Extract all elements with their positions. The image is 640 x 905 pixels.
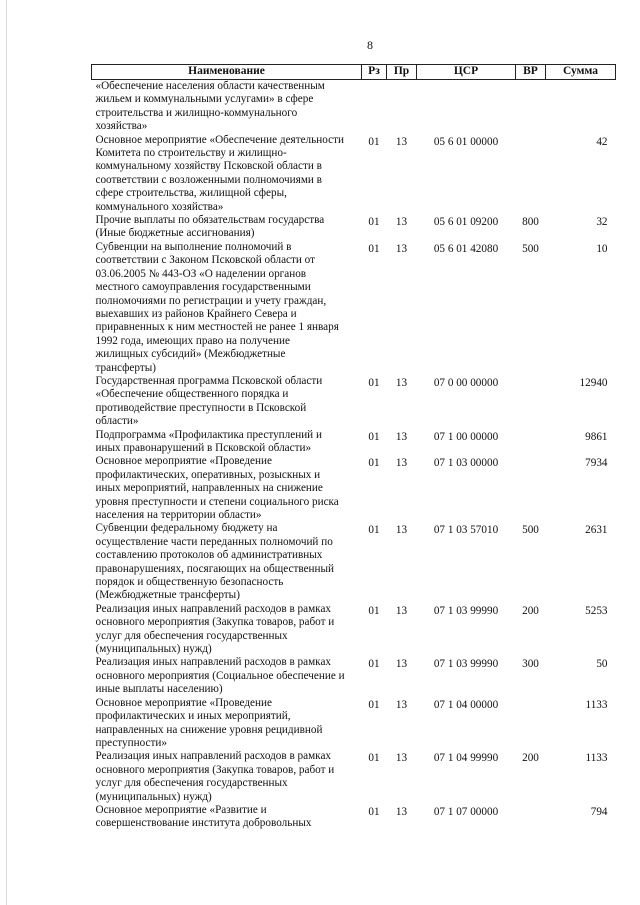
row-sum: 12940 — [579, 376, 608, 389]
row-rz: 01 — [368, 376, 380, 389]
row-csr: 07 1 07 00000 — [433, 805, 499, 818]
row-vr: 300 — [522, 658, 539, 671]
row-name — [92, 697, 362, 751]
row-rz: 01 — [368, 457, 380, 470]
row-name — [92, 375, 362, 429]
row-csr: 07 1 04 99990 — [433, 752, 499, 765]
row-rz: 01 — [368, 524, 380, 537]
row-sum: 2631 — [585, 524, 608, 537]
budget-table — [91, 64, 616, 831]
row-csr: 07 1 03 00000 — [433, 457, 499, 470]
row-pr — [387, 80, 417, 134]
row-csr: 07 1 00 00000 — [433, 430, 499, 443]
row-vr — [516, 375, 546, 429]
row-name-text: Основное мероприятие «Проведение профилактических, оперативных, розыскных и иных мероприятий, направленных на снижение уровня преступности и степени социального риска населения на территории области» — [95, 455, 339, 521]
table-row — [92, 134, 616, 214]
row-rz: 01 — [368, 658, 380, 671]
row-name — [92, 750, 362, 804]
row-name-text: Подпрограмма «Профилактика преступлений и иных правонарушений в Псковской области» — [95, 428, 322, 454]
table-row — [92, 750, 616, 804]
table-row — [92, 80, 616, 134]
row-name-text: Субвенции федеральному бюджету на осуществление части переданных полномочий по составлению протоколов об административных правонарушениях, посягающих на общественный порядок и общественную безопасность (Межбюджетные трансферты) — [95, 522, 335, 602]
row-rz: 01 — [368, 135, 380, 148]
row-name-text: Субвенции на выполнение полномочий в соответствии с Законом Псковской области от 03.06.2005 № 443-ОЗ «О наделении органов местного самоуправления государственными полномочиями по регистрации и учету граждан, выехавших из районов Крайнего Севера и приравненных к ним местностей не ранее 1 января 1992 года, имеющих право на получение жилищных субсидий» (Межбюджетные трансферты) — [95, 240, 339, 374]
table-row — [92, 455, 616, 522]
row-name-text: Основное мероприятие «Проведение профилактических и иных мероприятий, направленных на снижение уровня рецидивной преступности» — [95, 696, 323, 749]
row-vr: 800 — [522, 216, 539, 229]
row-pr: 13 — [395, 752, 408, 765]
row-name — [92, 80, 362, 134]
header-rz: Рз — [362, 65, 387, 80]
row-name — [92, 455, 362, 522]
row-pr: 13 — [395, 457, 408, 470]
row-name-text: Государственная программа Псковской области «Обеспечение общественного порядка и противодействие преступности в Псковской области» — [95, 374, 323, 428]
row-sum: 42 — [596, 135, 608, 148]
row-pr: 13 — [395, 658, 408, 671]
row-vr — [516, 134, 546, 214]
row-name — [92, 134, 362, 214]
row-csr: 07 1 03 99990 — [433, 658, 499, 671]
row-vr — [516, 455, 546, 522]
row-sum: 1133 — [585, 698, 608, 711]
row-vr — [516, 80, 546, 134]
row-name — [92, 214, 362, 241]
table-header-row — [92, 65, 616, 80]
row-rz: 01 — [368, 242, 380, 255]
row-sum — [546, 80, 616, 134]
row-rz: 01 — [368, 805, 380, 818]
table-row — [92, 656, 616, 696]
row-pr: 13 — [395, 430, 408, 443]
row-rz: 01 — [368, 752, 380, 765]
row-vr: 200 — [522, 604, 539, 617]
row-pr: 13 — [395, 376, 408, 389]
table-row — [92, 214, 616, 241]
row-name-text: Реализация иных направлений расходов в рамках основного мероприятия (Закупка товаров, работ и услуг для обеспечения государственных (муниципальных) нужд) — [95, 602, 335, 656]
table-row — [92, 804, 616, 831]
row-pr: 13 — [395, 135, 408, 148]
table-row — [92, 375, 616, 429]
row-vr: 500 — [522, 524, 539, 537]
row-vr: 200 — [522, 752, 539, 765]
row-csr: 05 6 01 09200 — [433, 216, 499, 229]
row-vr — [516, 697, 546, 751]
row-sum: 9861 — [585, 430, 608, 443]
row-pr: 13 — [395, 604, 408, 617]
header-csr: ЦСР — [417, 65, 516, 80]
row-sum: 794 — [590, 805, 608, 818]
table-body — [92, 80, 616, 831]
row-sum: 32 — [596, 216, 608, 229]
row-csr: 07 0 00 00000 — [433, 376, 499, 389]
header-pr: Пр — [387, 65, 417, 80]
row-csr: 07 1 03 99990 — [433, 604, 499, 617]
table-row — [92, 697, 616, 751]
row-rz: 01 — [368, 604, 380, 617]
row-pr: 13 — [395, 524, 408, 537]
row-name-text: Прочие выплаты по обязательствам государства (Иные бюджетные ассигнования) — [95, 214, 325, 240]
row-name-text: Реализация иных направлений расходов в рамках основного мероприятия (Социальное обеспечение и иные выплаты населению) — [95, 656, 345, 696]
header-vr: ВР — [516, 65, 546, 80]
page-number: 8 — [367, 38, 373, 52]
row-pr: 13 — [395, 216, 408, 229]
row-rz: 01 — [368, 698, 380, 711]
row-vr — [516, 804, 546, 831]
row-sum: 7934 — [585, 457, 608, 470]
row-name-text: Основное мероприятие «Обеспечение деятельности Комитета по строительству и жилищно- коммунальному хозяйству Псковской области в соответствии с возложенными полномочиями в сфере строительства, жилищной сферы, коммунального хозяйства» — [95, 133, 344, 213]
row-rz: 01 — [368, 430, 380, 443]
row-pr: 13 — [395, 698, 408, 711]
row-csr: 07 1 04 00000 — [433, 698, 499, 711]
row-name-text: «Обеспечение населения области качественным жильем и коммунальными услугами» в сфере строительства и жилищно-коммунального хозяйства» — [95, 80, 325, 133]
row-pr: 13 — [395, 805, 408, 818]
scan-edge-line — [6, 0, 7, 905]
row-csr — [417, 80, 516, 134]
row-name — [92, 656, 362, 696]
row-name — [92, 522, 362, 602]
table-row — [92, 603, 616, 657]
row-name — [92, 603, 362, 657]
row-name-text: Основное мероприятие «Развитие и совершенствование института добровольных — [95, 803, 312, 830]
row-rz: 01 — [368, 216, 380, 229]
row-name — [92, 804, 362, 831]
row-sum: 50 — [596, 658, 608, 671]
row-rz — [362, 80, 387, 134]
table-row — [92, 522, 616, 602]
header-name: Наименование — [92, 65, 362, 80]
row-csr: 05 6 01 42080 — [433, 242, 499, 255]
row-pr: 13 — [395, 242, 408, 255]
row-name — [92, 429, 362, 456]
table-row — [92, 429, 616, 456]
row-name-text: Реализация иных направлений расходов в рамках основного мероприятия (Закупка товаров, работ и услуг для обеспечения государственных (муниципальных) нужд) — [95, 750, 335, 803]
row-sum: 1133 — [585, 752, 608, 765]
row-csr: 05 6 01 00000 — [433, 135, 499, 148]
row-csr: 07 1 03 57010 — [433, 524, 499, 537]
row-vr: 500 — [522, 242, 539, 255]
row-sum: 5253 — [585, 604, 608, 617]
row-vr — [516, 429, 546, 456]
table-row — [92, 241, 616, 375]
header-sum: Сумма — [546, 65, 616, 80]
row-sum: 10 — [596, 242, 608, 255]
row-name — [92, 241, 362, 375]
